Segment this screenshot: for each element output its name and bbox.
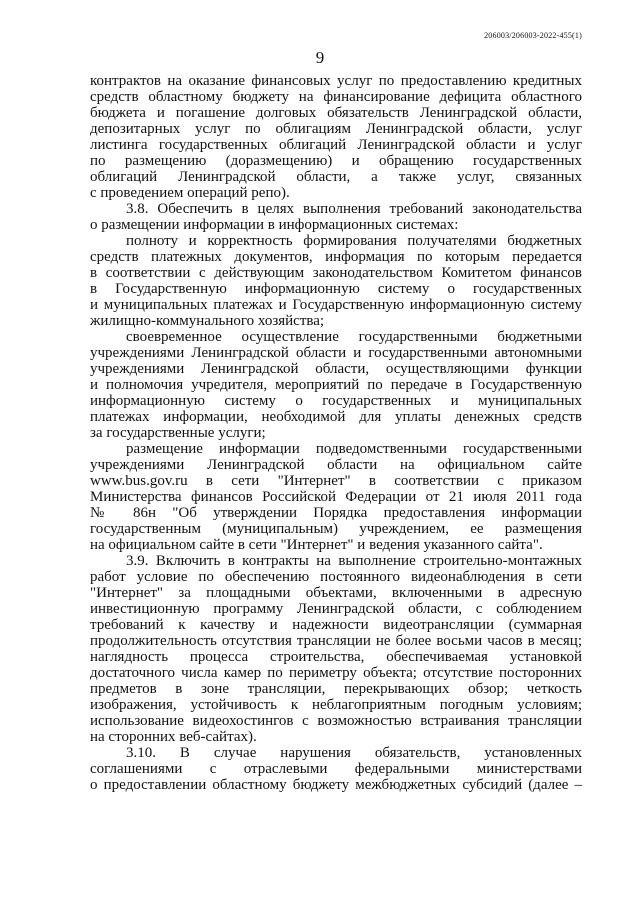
text-line: за государственные услуги;	[90, 425, 266, 441]
body-text	[90, 73, 582, 793]
text-line: полноту и корректность формирования получателями бюджетных	[126, 233, 582, 249]
text-line: облигаций Ленинградской области, а также услуг, связанных	[90, 169, 582, 185]
text-line: Министерства финансов Российской Федерации от 21 июля 2011 года	[90, 489, 582, 505]
text-line: в Государственную информационную систему о государственных	[90, 281, 582, 297]
page-number: 9	[315, 48, 325, 67]
text-line: о размещении информации в информационных системах:	[90, 217, 459, 233]
text-line: бюджета и погашение долговых обязательств Ленинградской области,	[90, 105, 582, 121]
text-line: средств областному бюджету на финансирование дефицита областного	[90, 89, 582, 105]
text-line: с проведением операций репо).	[90, 185, 290, 201]
text-line: соглашениями с отраслевыми федеральными министерствами	[90, 761, 582, 777]
text-line: и муниципальных платежах и Государственную информационную систему	[90, 297, 582, 313]
text-line: по размещению (доразмещению) и обращению государственных	[90, 153, 582, 169]
text-line: "Интернет" за площадными объектами, включенными в адресную	[90, 585, 582, 601]
text-line: учреждениями Ленинградской области, осуществляющими функции	[90, 361, 582, 377]
text-line: в соответствии с действующим законодательством Комитетом финансов	[90, 265, 582, 281]
text-line: листинга государственных облигаций Ленинградской области и услуг	[90, 137, 582, 153]
text-line: www.bus.gov.ru в сети "Интернет" в соответствии с приказом	[90, 473, 582, 489]
document-id: 206003/206003-2022-455(1)	[484, 31, 582, 40]
text-line: размещение информации подведомственными государственными	[126, 441, 582, 457]
text-line: средств платежных документов, информация по которым передается	[90, 249, 582, 265]
text-line: предметов в зоне трансляции, перекрывающих обзор; четкость	[90, 681, 582, 697]
text-line: 3.9. Включить в контракты на выполнение строительно-монтажных	[126, 553, 582, 569]
text-line: № 86н "Об утверждении Порядка предоставления информации	[90, 505, 582, 521]
text-line: использование видеохостингов с возможностью встраивания трансляции	[90, 713, 582, 729]
text-line: на сторонних веб-сайтах).	[90, 729, 257, 745]
text-line: контрактов на оказание финансовых услуг по предоставлению кредитных	[90, 73, 582, 89]
text-line: работ условие по обеспечению постоянного видеонаблюдения в сети	[90, 569, 582, 585]
text-line: жилищно-коммунального хозяйства;	[90, 313, 325, 329]
text-line: и полномочия учредителя, мероприятий по передаче в Государственную	[90, 377, 582, 393]
text-line: учреждениями Ленинградской области на официальном сайте	[90, 457, 582, 473]
text-line: о предоставлении областному бюджету межбюджетных субсидий (далее –	[90, 777, 582, 793]
text-line: платежах информации, необходимой для уплаты денежных средств	[90, 409, 582, 425]
text-line: достаточного числа камер по периметру объекта; отсутствие посторонних	[90, 665, 582, 681]
text-line: на официальном сайте в сети "Интернет" и ведения указанного сайта".	[90, 537, 543, 553]
text-line: изображения, устойчивость к неблагоприятным погодным условиям;	[90, 697, 582, 713]
text-line: своевременное осуществление государственными бюджетными	[126, 329, 582, 345]
text-line: государственным (муниципальным) учреждением, ее размещения	[90, 521, 582, 537]
text-line: учреждениями Ленинградской области и государственными автономными	[90, 345, 582, 361]
text-line: наглядность процесса строительства, обеспечиваемая установкой	[90, 649, 582, 665]
text-line: инвестиционную программу Ленинградской области, с соблюдением	[90, 601, 582, 617]
text-line: информационную систему о государственных и муниципальных	[90, 393, 582, 409]
text-line: депозитарных услуг по облигациям Ленинградской области, услуг	[90, 121, 582, 137]
text-line: 3.10. В случае нарушения обязательств, установленных	[126, 745, 582, 761]
text-line: требований к качеству и надежности видеотрансляции (суммарная	[90, 617, 582, 633]
text-line: 3.8. Обеспечить в целях выполнения требований законодательства	[126, 201, 582, 217]
text-line: продолжительность отсутствия трансляции не более восьми часов в месяц;	[90, 633, 582, 649]
